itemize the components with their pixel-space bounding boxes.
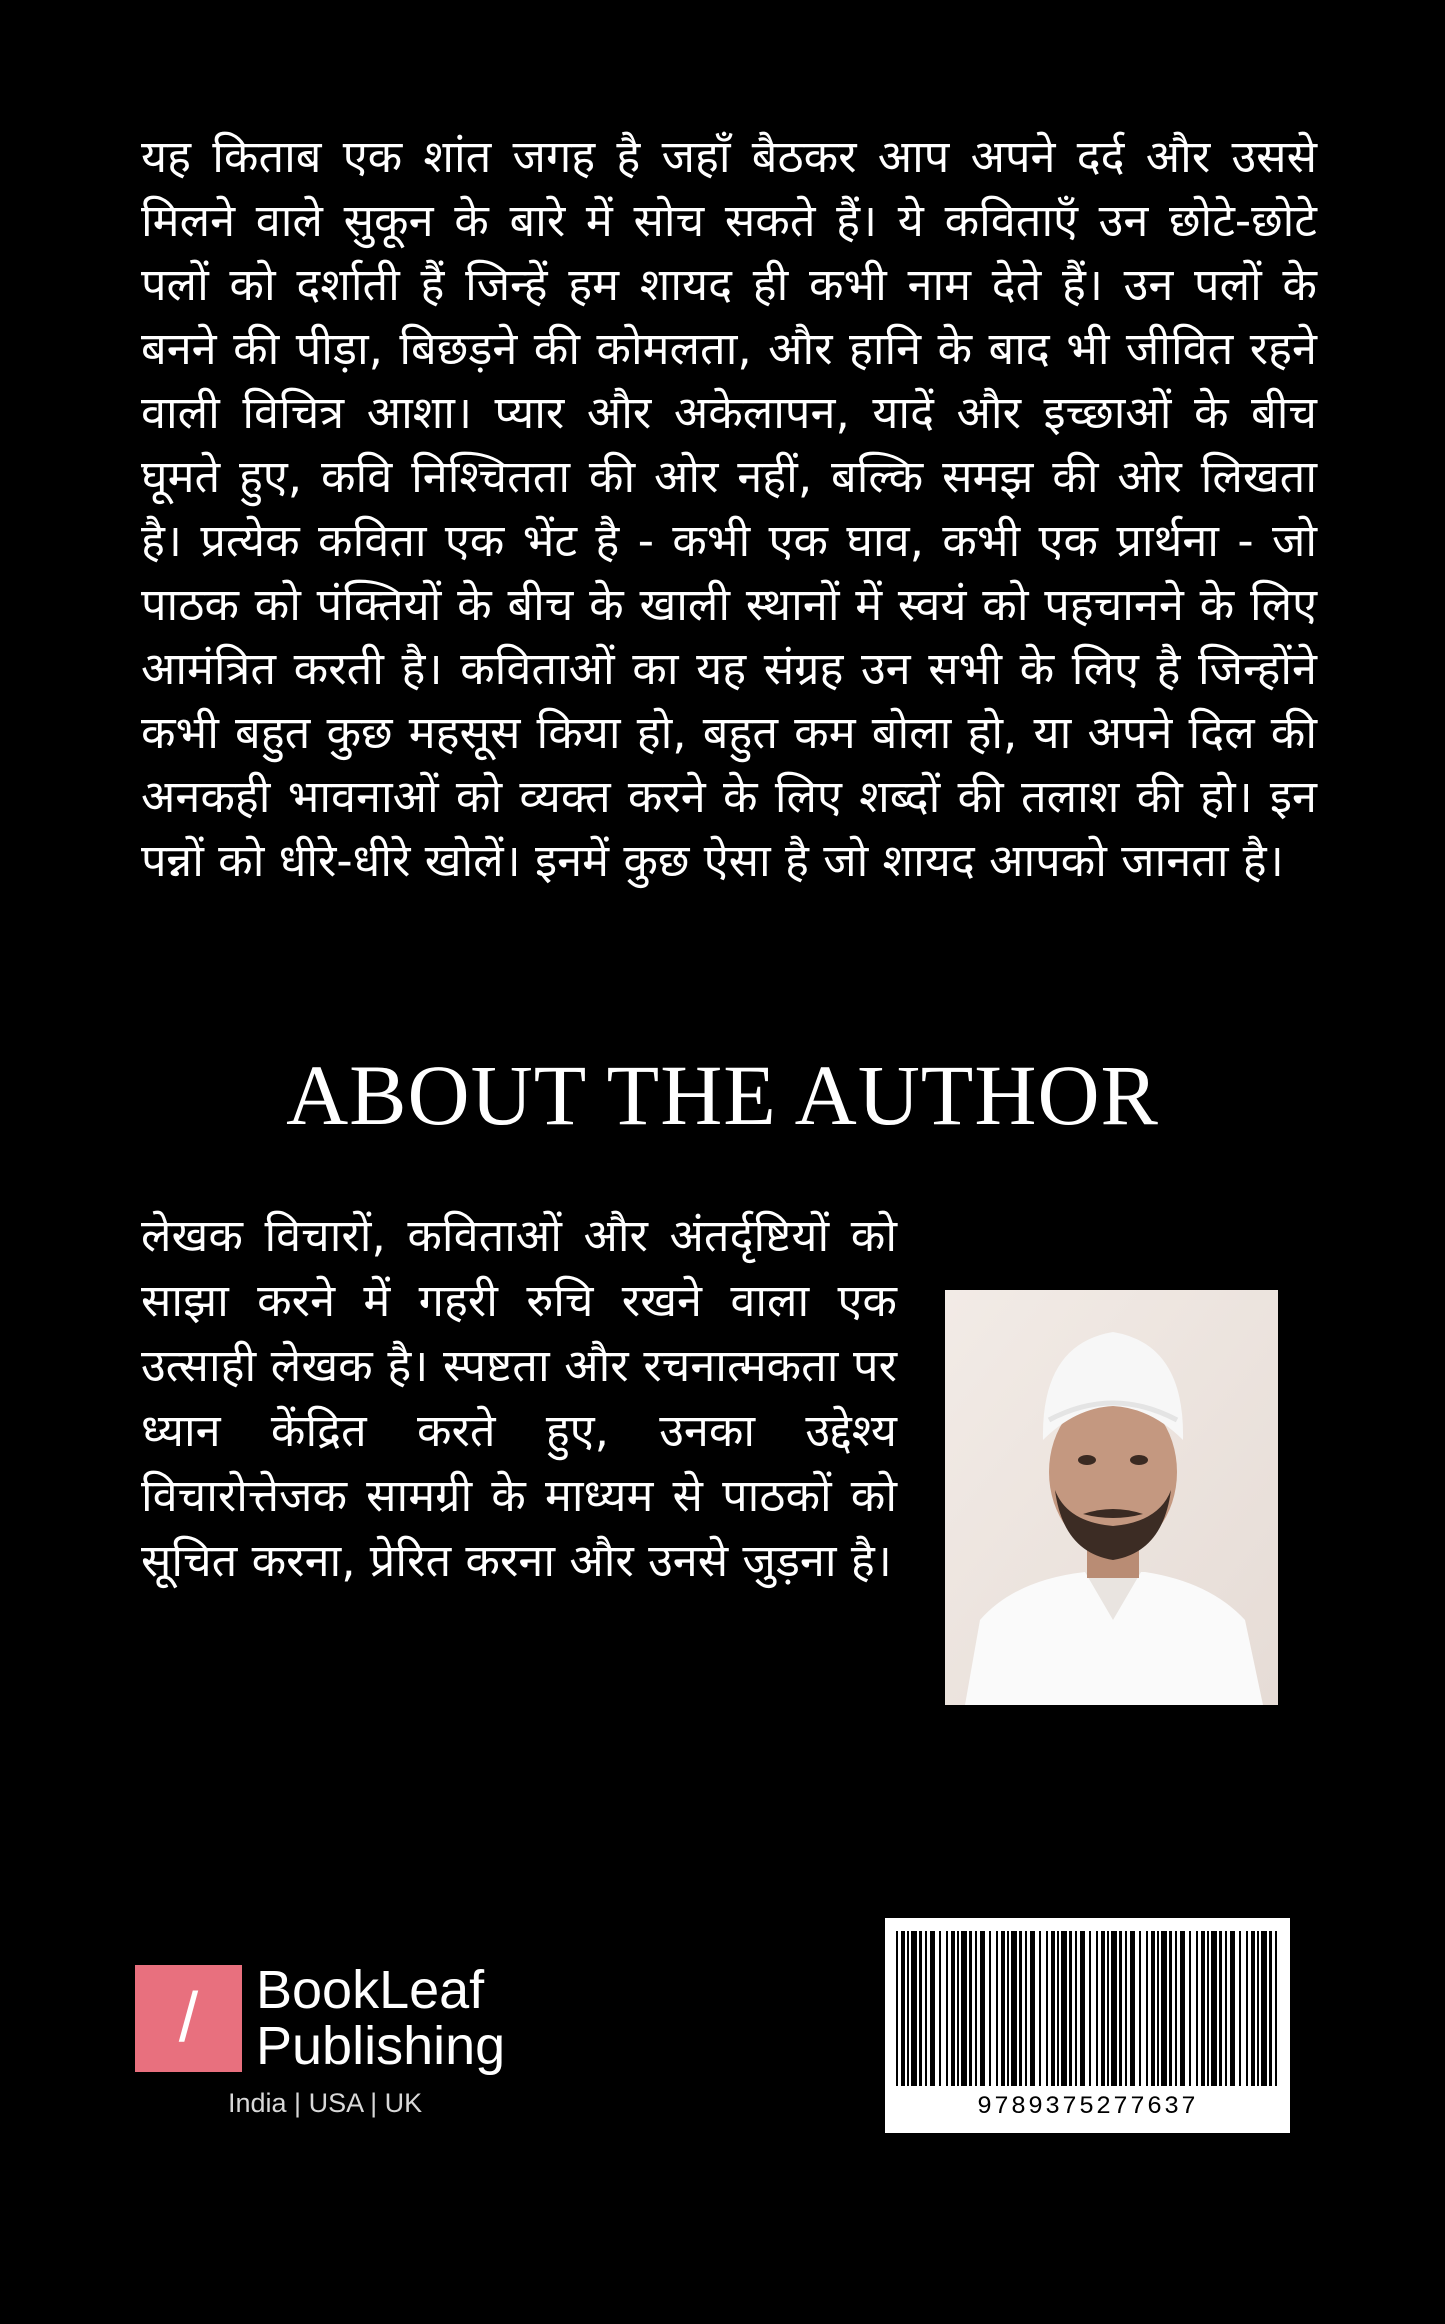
barcode-bar — [1075, 1931, 1077, 2086]
barcode-bar — [1219, 1931, 1222, 2086]
barcode-bar — [1261, 1931, 1267, 2086]
barcode-bar — [996, 1931, 998, 2086]
isbn-number: 9789375277637 — [976, 2092, 1199, 2121]
barcode-bar — [1269, 1931, 1272, 2086]
barcode-bar — [1080, 1931, 1085, 2086]
barcode-bar — [896, 1931, 898, 2086]
barcode-bar — [1239, 1931, 1241, 2086]
barcode-bar — [1111, 1931, 1117, 2086]
author-photo — [945, 1290, 1278, 1705]
barcode-bar — [969, 1931, 972, 2086]
barcode-bar — [1211, 1931, 1217, 2086]
barcode-bar — [1275, 1931, 1277, 2086]
barcode-bar — [1011, 1931, 1017, 2086]
barcode-bar — [1061, 1931, 1067, 2086]
barcode-bar — [1146, 1931, 1148, 2086]
barcode-bar — [1196, 1931, 1198, 2086]
isbn-barcode — [885, 1918, 1290, 2133]
barcode-bar — [1157, 1931, 1159, 2086]
barcode-bar — [1151, 1931, 1155, 2086]
logo-slash-icon: / — [178, 1978, 199, 2056]
barcode-bar — [951, 1931, 955, 2086]
barcode-bar — [1257, 1931, 1259, 2086]
barcode-bar — [911, 1931, 917, 2086]
barcode-bar — [1057, 1931, 1059, 2086]
barcode-bar — [1119, 1931, 1122, 2086]
barcode-bar — [1251, 1931, 1255, 2086]
barcode-bar — [1096, 1931, 1098, 2086]
barcode-bar — [1130, 1931, 1135, 2086]
barcode-bar — [1001, 1931, 1005, 2086]
back-cover-blurb: यह किताब एक शांत जगह है जहाँ बैठकर आप अपने दर्द और उससे मिलने वाले सुकून के बारे में सोच सकते हैं। ये कविताएँ उन छोटे-छोटे पलों को दर्शाती हैं जिन्हें हम शायद ही कभी नाम देते हैं। उन पलों के बनने की पीड़ा, बिछड़ने की कोमलता, और हानि के बाद भी जीवित रहने वाली विचित्र आशा। प्यार और अकेलापन, यादें और इच्छाओं के बीच घूमते हुए, कवि निश्चितता की ओर नहीं, बल्कि समझ की ओर लिखता है। प्रत्येक कविता एक भेंट है - कभी एक घाव, कभी एक प्रार्थना - जो पाठक को पंक्तियों के बीच के खाली स्थानों में स्वयं को पहचानने के लिए आमंत्रित करती है। कविताओं का यह संग्रह उन सभी के लिए है जिन्होंने कभी बहुत कुछ महसूस किया हो, बहुत कम बोला हो, या अपने दिल की अनकही भावनाओं को व्यक्त करने के लिए शब्दों की तलाश की हो। इन पन्नों को धीरे-धीरे खोलें। इनमें कुछ ऐसा है जो शायद आपको जानता है। — [141, 130, 1317, 887]
publisher-name-line2: Publishing — [256, 2016, 506, 2076]
publisher-name-line1: BookLeaf — [256, 1960, 485, 2020]
barcode-bar — [1175, 1931, 1177, 2086]
publisher-name — [256, 1962, 556, 2074]
barcode-bar — [925, 1931, 927, 2086]
barcode-bar — [1169, 1931, 1172, 2086]
barcode-bar — [1230, 1931, 1235, 2086]
barcode-bar — [930, 1931, 935, 2086]
barcode-bar — [1201, 1931, 1205, 2086]
barcode-bar — [1019, 1931, 1022, 2086]
author-portrait-image — [945, 1290, 1278, 1705]
barcode-bar — [939, 1931, 941, 2086]
publisher-logo — [135, 1960, 555, 2118]
barcode-bar — [1161, 1931, 1167, 2086]
barcode-bar — [1180, 1931, 1185, 2086]
barcode-bar — [1025, 1931, 1027, 2086]
barcode-bar — [1007, 1931, 1009, 2086]
barcode-bar — [980, 1931, 985, 2086]
barcode-bar — [975, 1931, 977, 2086]
about-author-heading: ABOUT THE AUTHOR — [286, 1047, 1159, 1143]
barcode-bar — [1225, 1931, 1227, 2086]
barcode-bar — [1207, 1931, 1209, 2086]
barcode-bar — [919, 1931, 922, 2086]
barcode-bar — [1069, 1931, 1072, 2086]
barcode-bar — [1039, 1931, 1041, 2086]
author-bio: लेखक विचारों, कविताओं और अंतर्दृष्टियों को साझा करने में गहरी रुचि रखने वाला एक उत्साही लेखक है। स्पष्टता और रचनात्मकता पर ध्यान केंद्रित करते हुए, उनका उद्देश्य विचारोत्तेजक सामग्री के माध्यम से पाठकों को सूचित करना, प्रेरित करना और उनसे जुड़ना है। — [141, 1209, 897, 1587]
barcode-bar — [1189, 1931, 1191, 2086]
barcode-bar — [907, 1931, 909, 2086]
barcode-bar — [1046, 1931, 1048, 2086]
publisher-regions: India | USA | UK — [228, 2088, 423, 2118]
barcode-bar — [989, 1931, 991, 2086]
barcode-bar — [1089, 1931, 1091, 2086]
barcode-bar — [1246, 1931, 1248, 2086]
barcode-bar — [1030, 1931, 1035, 2086]
barcode-bar — [1101, 1931, 1105, 2086]
barcode-bar — [957, 1931, 959, 2086]
barcode-bar — [1107, 1931, 1109, 2086]
barcode-bar — [1051, 1931, 1055, 2086]
barcode-bar — [901, 1931, 905, 2086]
barcode-bars — [894, 1931, 1282, 2086]
barcode-bar — [946, 1931, 948, 2086]
barcode-bar — [1139, 1931, 1141, 2086]
barcode-bar — [961, 1931, 967, 2086]
barcode-bar — [1125, 1931, 1127, 2086]
